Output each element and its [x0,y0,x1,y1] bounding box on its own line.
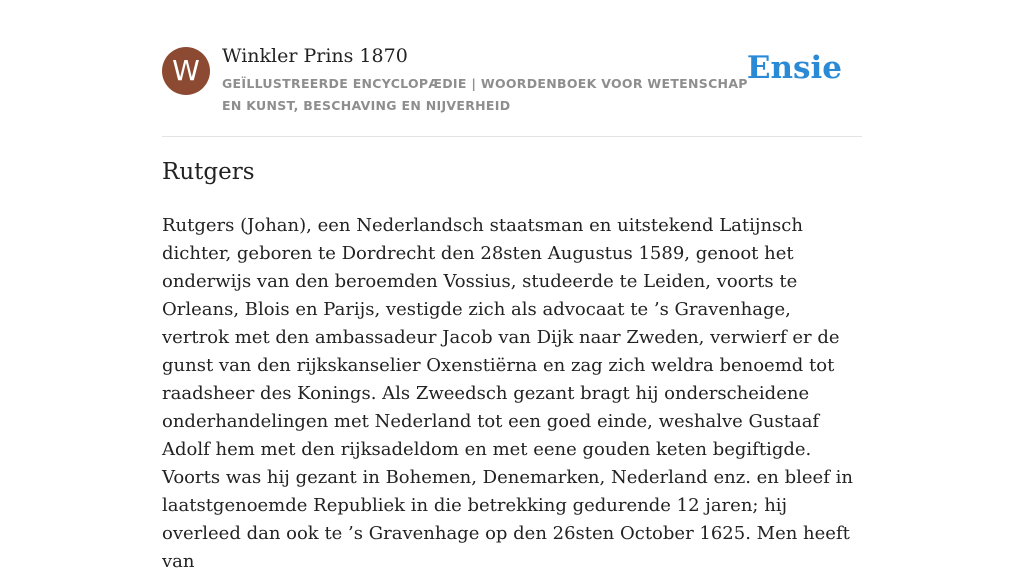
publication-title[interactable]: Winkler Prins 1870 [222,45,408,67]
publication-subtitle: GEÏLLUSTREERDE ENCYCLOPÆDIE | WOORDENBOEK VOOR WETENSCHAP EN KUNST, BESCHAVING EN NIJVERHEID [222,76,748,113]
entry-body: Rutgers (Johan), een Nederlandsch staatsman en uitstekend Latijnsch dichter, geboren te Dordrecht den 28sten Augustus 1589, genoot het onderwijs van den beroemden Vossius, studeerde te Leiden, voorts te Orleans, Blois en Parijs, vestigde zich als advocaat te ’s Gravenhage, vertrok met den ambassadeur Jacob van Dijk naar Zweden, verwierf er de gunst van den rijkskanselier Oxenstiërna en zag zich weldra benoemd tot raadsheer des Konings. Als Zweedsch gezant bragt hij onderscheidene onderhandelingen met Nederland tot een goed einde, weshalve Gustaaf Adolf hem met den rijksadeldom en met eene gouden keten begiftigde. Voorts was hij gezant in Bohemen, Denemarken, Nederland enz. en bleef in laatstgenoemde Republiek in die betrekking gedurende 12 jaren; hij overleed dan ook te ’s Gravenhage op den 26sten October 1625. Men heeft van [162,215,853,572]
publication-header [162,44,862,137]
ensie-logo-link[interactable]: Ensie [746,50,842,86]
entry-title: Rutgers [162,159,255,185]
publication-avatar[interactable]: W [162,47,210,95]
